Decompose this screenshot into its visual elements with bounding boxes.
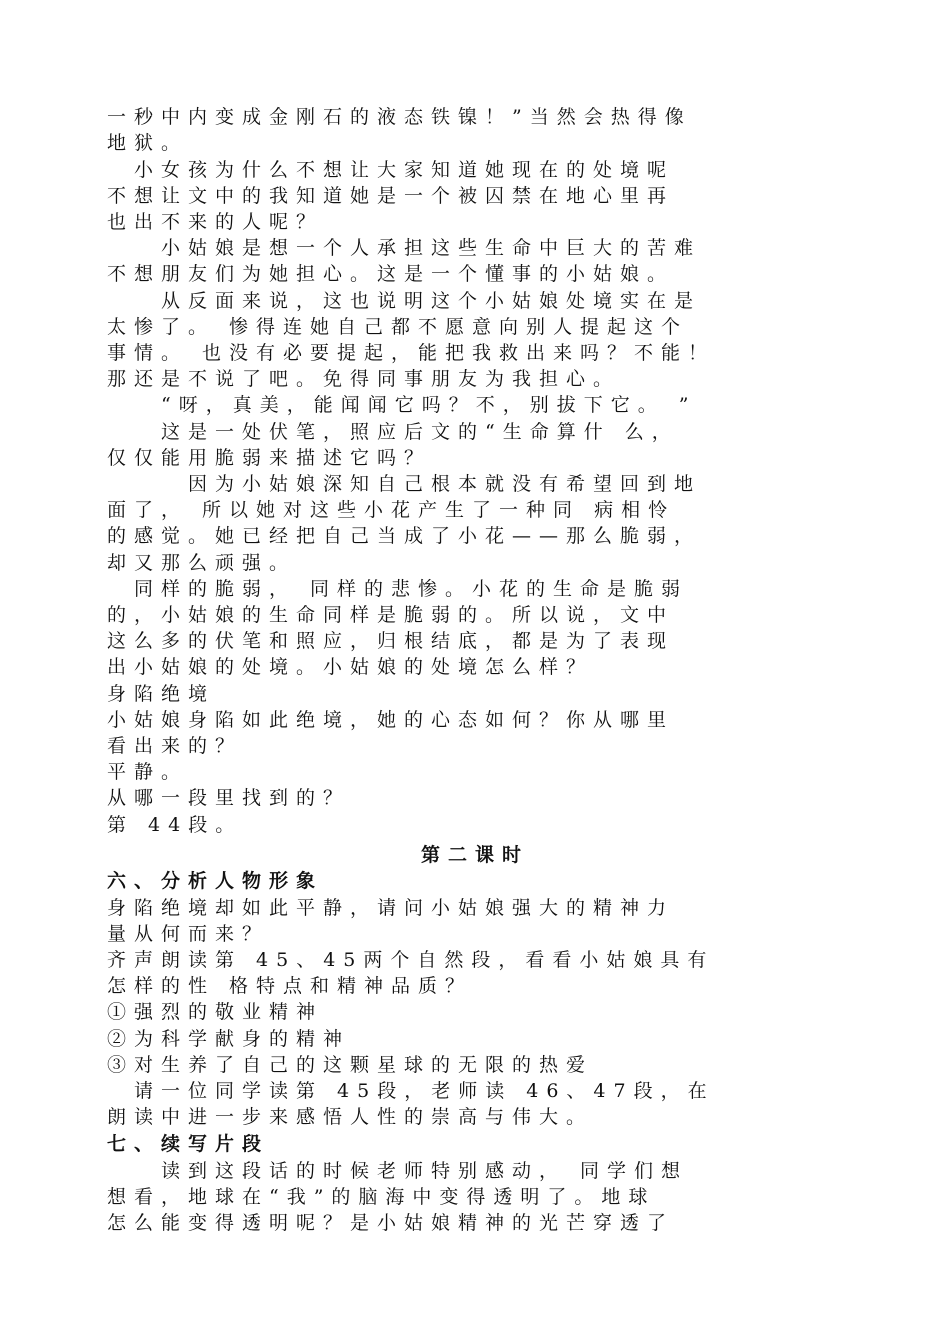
text-line: 平静。 xyxy=(107,761,189,783)
text-line: “呀，真美，能闻闻它吗？不，别拔下它。 ” xyxy=(107,394,697,416)
list-item: ①强烈的敬业精神 xyxy=(107,1001,324,1023)
text-line: 也出不来的人呢？ xyxy=(107,211,324,233)
text-line: 请一位同学读第 45段，老师读 46、47段，在 xyxy=(107,1080,715,1102)
text-line: 因为小姑娘深知自己根本就没有希望回到地 xyxy=(107,473,702,495)
text-line: 这么多的伏笔和照应，归根结底，都是为了表现 xyxy=(107,630,675,652)
text-line: 面了， 所以她对这些小花产生了一种同 病相怜 xyxy=(107,499,676,521)
text-line: 第 44段。 xyxy=(107,814,243,836)
text-line: 怎样的性 格特点和精神品质？ xyxy=(107,975,473,997)
text-line: 小女孩为什么不想让大家知道她现在的处境呢 xyxy=(107,159,675,181)
section-heading: 七、续写片段 xyxy=(107,1133,270,1155)
text-line: 地狱。 xyxy=(107,132,189,154)
list-item: ②为科学献身的精神 xyxy=(107,1028,351,1050)
text-line: 却又那么顽强。 xyxy=(107,552,297,574)
text-line: 朗读中进一步来感悟人性的崇高与伟大。 xyxy=(107,1106,594,1128)
text-line: 事情。 也没有必要提起，能把我救出来吗？不能！ xyxy=(107,342,716,364)
text-line: 出小姑娘的处境。小姑娘的处境怎么样？ xyxy=(107,656,594,678)
text-line: 仅仅能用脆弱来描述它吗？ xyxy=(107,447,432,469)
text-line: 看出来的？ xyxy=(107,735,243,757)
text-line: 身陷绝境 xyxy=(107,683,216,705)
text-line: 这是一处伏笔，照应后文的“生命算什 么， xyxy=(107,421,679,443)
text-line: 的，小姑娘的生命同样是脆弱的。所以说，文中 xyxy=(107,604,675,626)
text-line: 不想朋友们为她担心。这是一个懂事的小姑娘。 xyxy=(107,263,675,285)
text-line: 身陷绝境却如此平静，请问小姑娘强大的精神力 xyxy=(107,897,675,919)
text-line: 从哪一段里找到的？ xyxy=(107,787,351,809)
text-line: 那还是不说了吧。免得同事朋友为我担心。 xyxy=(107,368,621,390)
text-line: 小姑娘身陷如此绝境，她的心态如何？你从哪里 xyxy=(107,709,675,731)
section-title: 第二课时 xyxy=(420,844,529,866)
text-line: 不想让文中的我知道她是一个被囚禁在地心里再 xyxy=(107,185,675,207)
text-line: 从反面来说，这也说明这个小姑娘处境实在是 xyxy=(107,290,702,312)
text-line: 想看，地球在“我”的脑海中变得透明了。地球 xyxy=(107,1186,656,1208)
text-line: 怎么能变得透明呢？是小姑娘精神的光芒穿透了 xyxy=(107,1212,675,1234)
list-item: ③对生养了自己的这颗星球的无限的热爱 xyxy=(107,1054,594,1076)
text-line: 齐声朗读第 45、45两个自然段，看看小姑娘具有 xyxy=(107,949,715,971)
text-line: 读到这段话的时候老师特别感动， 同学们想 xyxy=(107,1160,689,1182)
text-line: 小姑娘是想一个人承担这些生命中巨大的苦难 xyxy=(107,237,702,259)
text-line: 一秒中内变成金刚石的液态铁镍！”当然会热得像 xyxy=(107,106,692,128)
text-line: 量从何而来？ xyxy=(107,923,270,945)
text-line: 同样的脆弱， 同样的悲惨。小花的生命是脆弱 xyxy=(107,578,689,600)
section-heading: 六、分析人物形象 xyxy=(107,870,324,892)
text-line: 的感觉。她已经把自己当成了小花——那么脆弱， xyxy=(107,525,702,547)
text-line: 太惨了。 惨得连她自己都不愿意向别人提起这个 xyxy=(107,316,689,338)
